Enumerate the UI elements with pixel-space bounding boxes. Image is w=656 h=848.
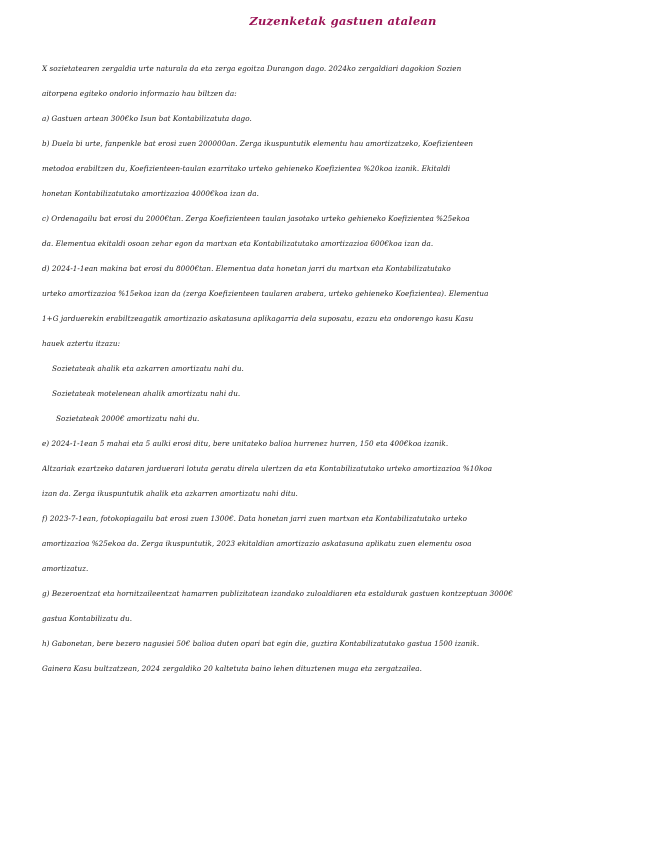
- paragraph-h: [42, 631, 624, 681]
- paragraph-d: [42, 256, 624, 356]
- paragraph-f: [42, 506, 624, 581]
- paragraph-g: [42, 581, 624, 631]
- document-body: [42, 56, 624, 681]
- text-line: da. Elementua ekitaldi osoan zehar egon da martxan eta Kontabilizatutako amortizazioa 600€koa izan da.: [42, 239, 434, 248]
- text-line: izan da. Zerga ikuspuntutik ahalik eta azkarren amortizatu nahi ditu.: [42, 489, 298, 498]
- text-line: a) Gastuen artean 300€ko Isun bat Kontabilizatuta dago.: [42, 114, 252, 123]
- text-line: honetan Kontabilizatutako amortizazioa 4000€koa izan da.: [42, 189, 259, 198]
- text-line: Gainera Kasu bultzatzean, 2024 zergaldiko 20 kaltetuta baino lehen dituztenen muga eta zergatzailea.: [42, 664, 422, 673]
- text-line: h) Gabonetan, bere bezero nagusiei 50€ balioa duten opari bat egin die, guztira Kontabilizatutako gastua 1500 izanik.: [42, 639, 480, 648]
- text-line: c) Ordenagailu bat erosi du 2000€tan. Zerga Koefizienteen taulan jasotako urteko gehieneko Koefizientea %25ekoa: [42, 214, 470, 223]
- text-line: aitorpena egiteko ondorio informazio hau biltzen da:: [42, 89, 237, 98]
- page-title: Zuzenketak gastuen atalean: [249, 14, 437, 28]
- text-line: metodoa erabiltzen du, Koefizienteen-taulan ezarritako urteko gehieneko Koefizientea %20koa izanik. Ekitaldi: [42, 164, 451, 173]
- text-line: X sozietatearen zergaldia urte naturala da eta zerga egoitza Durangon dago. 2024ko zergaldiari dagokion Sozien: [42, 64, 462, 73]
- paragraph-d1: [42, 356, 624, 381]
- text-line: Sozietateak ahalik eta azkarren amortizatu nahi du.: [52, 364, 244, 373]
- paragraph-d3: [42, 406, 624, 431]
- text-line: b) Duela bi urte, fanpenkle bat erosi zuen 200000an. Zerga ikuspuntutik elementu hau amortizatzeko, Koefizienteen: [42, 139, 474, 148]
- paragraph-a: [42, 106, 624, 131]
- text-line: amortizatuz.: [42, 564, 89, 573]
- text-line: urteko amortizazioa %15ekoa izan da (zerga Koefizienteen taularen arabera, urteko gehieneko Koefizientea). Elementua: [42, 289, 489, 298]
- text-line: Sozietateak motelenean ahalik amortizatu nahi du.: [52, 389, 241, 398]
- text-line: Altzariak ezartzeko dataren jarduerari lotuta geratu direla ulertzen da eta Kontabilizatutako urteko amortizazioa %10koa: [42, 464, 493, 473]
- paragraph-e: [42, 431, 624, 506]
- text-line: amortizazioa %25ekoa da. Zerga ikuspuntutik, 2023 ekitaldian amortizazio askatasuna aplikatu zuen elementu osoa: [42, 539, 472, 548]
- text-line: d) 2024-1-1ean makina bat erosi du 8000€tan. Elementua data honetan jarri du martxan eta Kontabilizatutako: [42, 264, 451, 273]
- text-line: e) 2024-1-1ean 5 mahai eta 5 aulki erosi ditu, bere unitateko balioa hurrenez hurren, 150 eta 400€koa izanik.: [42, 439, 449, 448]
- text-line: 1+G jarduerekin erabiltzeagatik amortizazio askatasuna aplikagarria dela suposatu, ezazu eta ondorengo kasu Kasu: [42, 314, 474, 323]
- paragraph-d2: [42, 381, 624, 406]
- text-line: f) 2023-7-1ean, fotokopiagailu bat erosi zuen 1300€. Data honetan jarri zuen martxan eta Kontabilizatutako urteko: [42, 514, 468, 523]
- text-line: gastua Kontabilizatu du.: [42, 614, 133, 623]
- text-line: g) Bezeroentzat eta hornitzaileentzat hamarren publizitatean izandako zuloaldiaren eta estaldurak gastuen kontzeptuan 3000€: [42, 589, 513, 598]
- text-line: Sozietateak 2000€ amortizatu nahi du.: [56, 414, 200, 423]
- paragraph-b: [42, 131, 624, 206]
- paragraph-c: [42, 206, 624, 256]
- paragraph-intro: [42, 56, 624, 106]
- text-line: hauek aztertu itzazu:: [42, 339, 121, 348]
